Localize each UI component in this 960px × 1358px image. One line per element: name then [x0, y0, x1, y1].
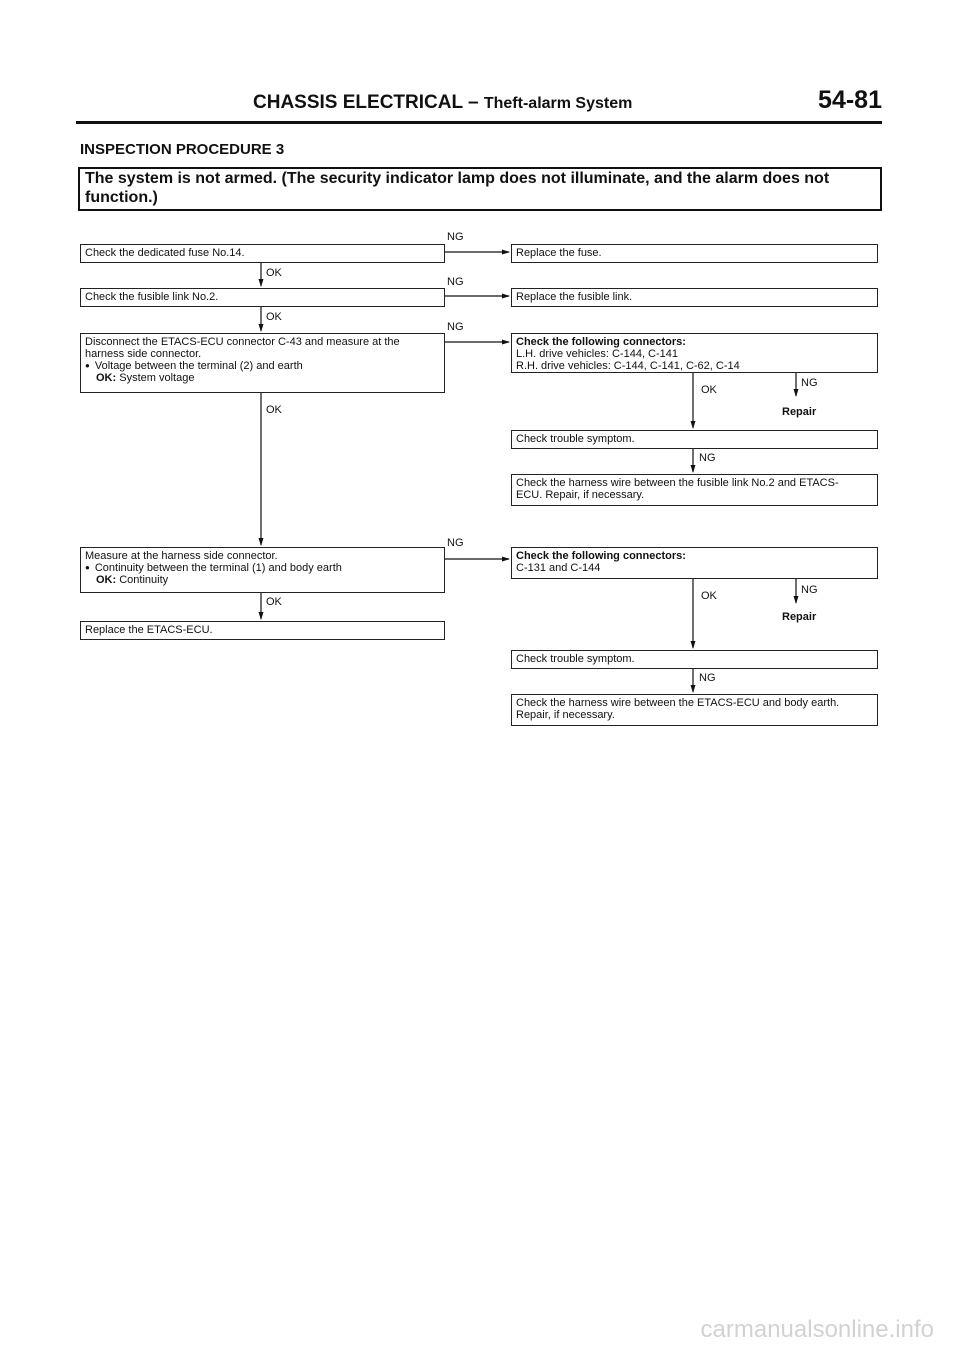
step-replace-ecu-text: Replace the ETACS-ECU. — [85, 624, 213, 636]
arrow-step1-ng — [444, 246, 509, 252]
check-connectors-a — [511, 333, 878, 373]
check-harness-b — [511, 694, 878, 726]
section-title-main: CHASSIS ELECTRICAL – — [253, 92, 479, 113]
step-measure-voltage-line-1: Disconnect the ETACS-ECU connector C-43 and measure at the — [85, 336, 400, 348]
action-replace-fuse — [511, 244, 878, 263]
action-replace-fusible-link-text: Replace the fusible link. — [516, 291, 633, 303]
ng-label: NG — [801, 377, 818, 389]
step-check-fusible-link — [80, 288, 445, 307]
check-trouble-symptom-b — [511, 650, 878, 669]
step-measure-voltage-line-2: harness side connector. — [85, 348, 202, 360]
arrow-step3-ng — [444, 335, 509, 342]
ng-label: NG — [447, 321, 464, 333]
symptom-line-1: The system is not armed. (The security indicator lamp does not illuminate, and the alarm does not — [85, 170, 830, 187]
ok-label: OK — [266, 596, 282, 608]
repair-label: Repair — [782, 611, 817, 623]
check-connectors-a-line-3: R.H. drive vehicles: C-144, C-141, C-62, C-14 — [516, 360, 740, 372]
check-connectors-b — [511, 547, 878, 579]
check-trouble-symptom-a — [511, 430, 878, 449]
step-measure-continuity-line-2: ● Continuity between the terminal (1) and body earth — [85, 562, 440, 574]
check-harness-b-line-2: Repair, if necessary. — [516, 709, 615, 721]
check-connectors-b-line-2: C-131 and C-144 — [516, 562, 601, 574]
step-check-fuse-text: Check the dedicated fuse No.14. — [85, 247, 245, 259]
symptom-line-2: function.) — [85, 189, 158, 206]
repair-label: Repair — [782, 406, 817, 418]
ok-label: OK — [266, 267, 282, 279]
ng-label: NG — [447, 276, 464, 288]
step-measure-voltage — [80, 333, 445, 393]
check-harness-a — [511, 474, 878, 506]
step-check-fuse — [80, 244, 445, 263]
ok-label: OK — [701, 384, 717, 396]
procedure-title: INSPECTION PROCEDURE 3 — [80, 141, 285, 158]
check-trouble-symptom-b-text: Check trouble symptom. — [516, 653, 635, 665]
ok-label: OK — [701, 590, 717, 602]
ok-label: OK — [266, 311, 282, 323]
ok-criterion-label: OK: — [96, 574, 117, 586]
ok-criterion-value: System voltage — [119, 372, 195, 384]
check-connectors-a-line-2: L.H. drive vehicles: C-144, C-141 — [516, 348, 679, 360]
step-measure-voltage-ok — [85, 372, 440, 384]
check-harness-b-line-1: Check the harness wire between the ETACS-ECU and body earth. — [516, 697, 840, 709]
arrow-step4-ng — [444, 551, 509, 559]
arrow-step2-ng — [444, 289, 509, 296]
action-replace-fuse-text: Replace the fuse. — [516, 247, 602, 259]
step-measure-continuity-line-1: Measure at the harness side connector. — [85, 550, 278, 562]
step-measure-continuity — [80, 547, 445, 593]
ng-label: NG — [447, 537, 464, 549]
check-connectors-b-title: Check the following connectors: — [516, 550, 686, 562]
step-measure-continuity-ok — [85, 574, 440, 586]
check-harness-a-line-1: Check the harness wire between the fusible link No.2 and ETACS- — [516, 477, 839, 489]
step-replace-ecu — [80, 621, 445, 640]
ng-label: NG — [447, 231, 464, 243]
step-measure-voltage-line-3: ● Voltage between the terminal (2) and earth — [85, 360, 440, 372]
check-trouble-symptom-a-text: Check trouble symptom. — [516, 433, 635, 445]
action-replace-fusible-link — [511, 288, 878, 307]
step-check-fusible-link-text: Check the fusible link No.2. — [85, 291, 219, 303]
ok-criterion-value: Continuity — [119, 574, 169, 586]
ng-label: NG — [801, 584, 818, 596]
watermark: carmanualsonline.info — [700, 1316, 934, 1343]
check-harness-a-line-2: ECU. Repair, if necessary. — [516, 489, 645, 501]
ng-label: NG — [699, 452, 716, 464]
ok-label: OK — [266, 404, 282, 416]
check-connectors-a-title: Check the following connectors: — [516, 336, 686, 348]
ng-label: NG — [699, 672, 716, 684]
section-title-sub: Theft-alarm System — [483, 95, 633, 112]
page-number: 54-81 — [818, 86, 882, 114]
ok-criterion-label: OK: — [96, 372, 117, 384]
